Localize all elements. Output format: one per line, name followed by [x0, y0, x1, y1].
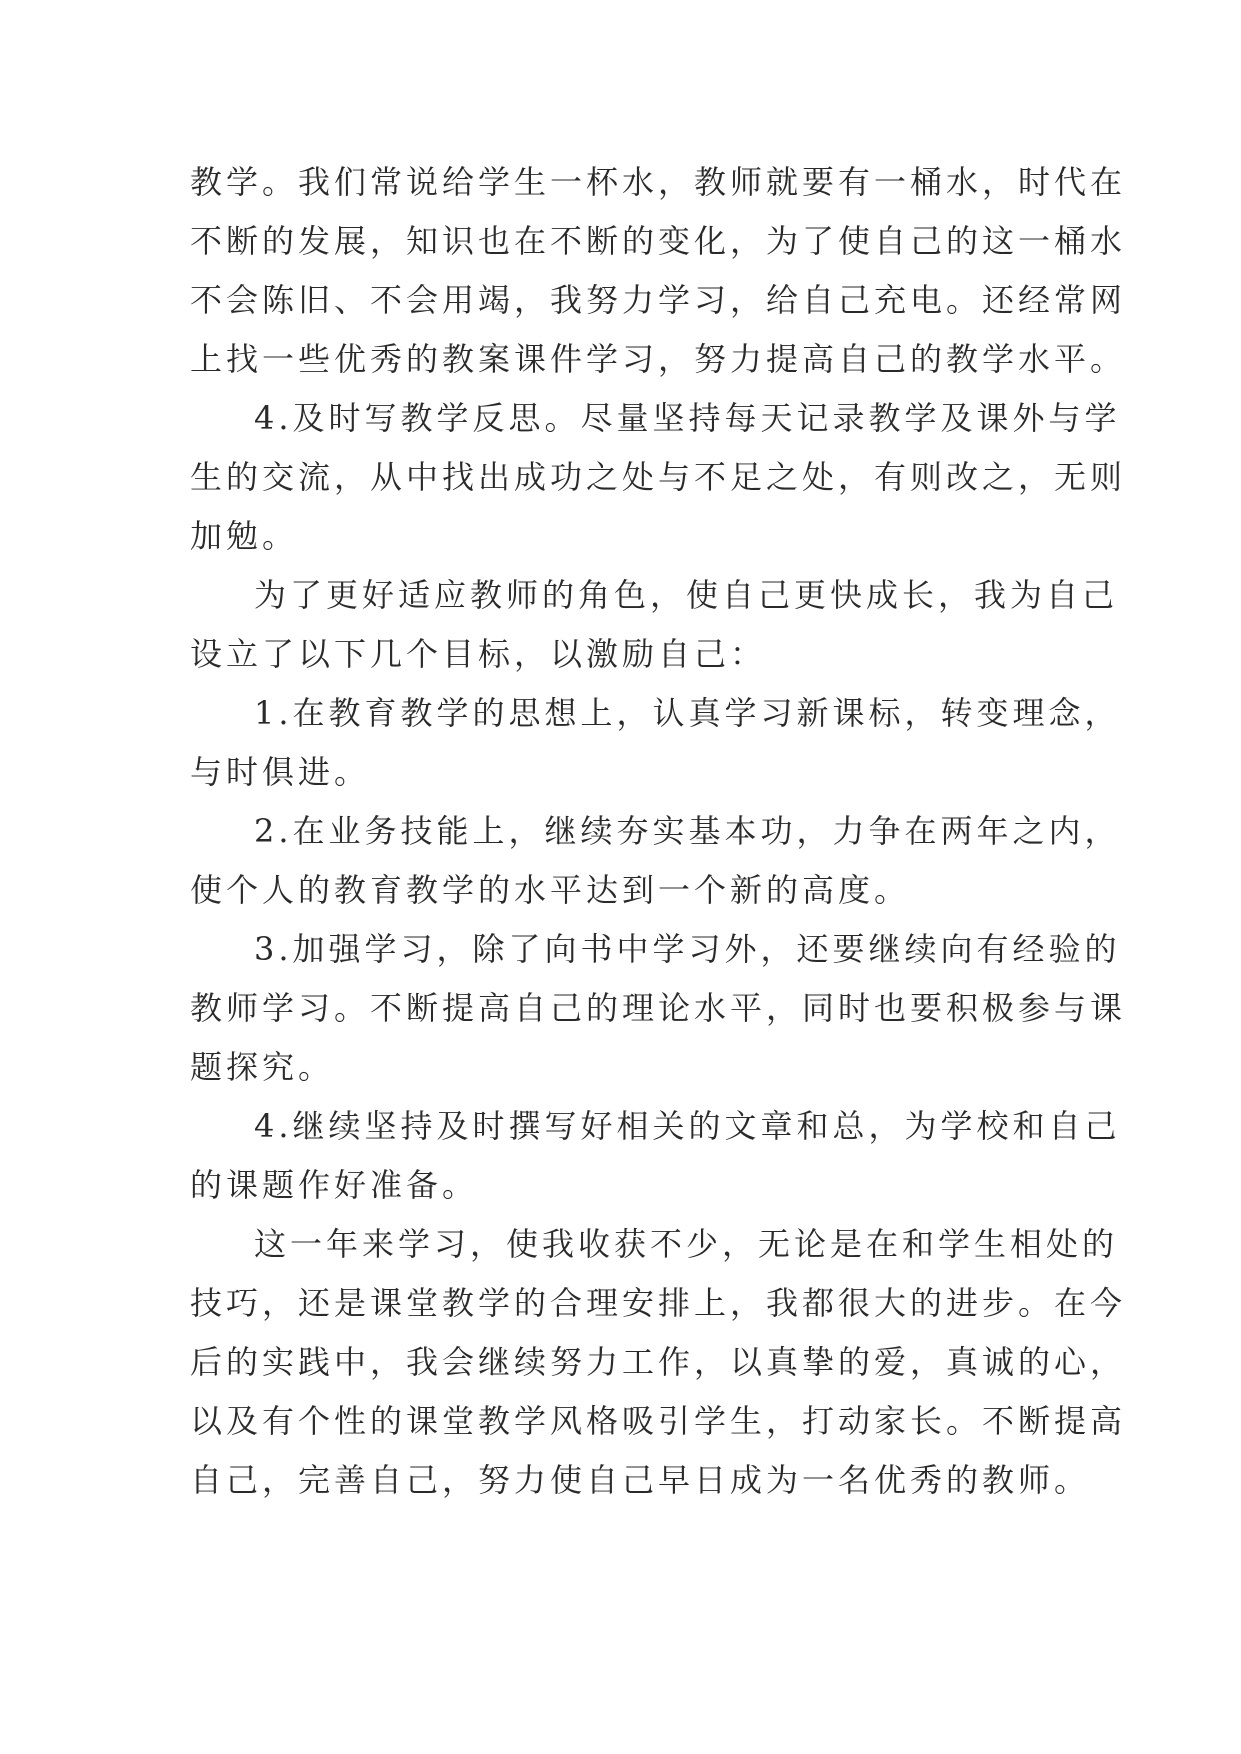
text-line: 教师学习。不断提高自己的理论水平，同时也要积极参与课	[190, 989, 1127, 1027]
document-body	[190, 153, 1127, 1510]
text-line: 3.加强学习，除了向书中学习外，还要继续向有经验的	[254, 930, 1121, 968]
text-line: 4.继续坚持及时撰写好相关的文章和总，为学校和自己	[254, 1107, 1121, 1145]
text-line: 上找一些优秀的教案课件学习，努力提高自己的教学水平。	[190, 340, 1127, 378]
text-line: 为了更好适应教师的角色，使自己更快成长，我为自己	[254, 576, 1119, 614]
text-line: 加勉。	[190, 517, 299, 555]
text-line: 2.在业务技能上，继续夯实基本功，力争在两年之内，	[254, 812, 1121, 850]
text-line: 题探究。	[190, 1048, 335, 1086]
text-line: 1.在教育教学的思想上，认真学习新课标，转变理念，	[254, 694, 1121, 732]
text-line: 教学。我们常说给学生一杯水，教师就要有一桶水，时代在	[190, 163, 1127, 201]
text-line: 不会陈旧、不会用竭，我努力学习，给自己充电。还经常网	[190, 281, 1127, 319]
text-line: 生的交流，从中找出成功之处与不足之处，有则改之，无则	[190, 458, 1127, 496]
text-line: 以及有个性的课堂教学风格吸引学生，打动家长。不断提高	[190, 1402, 1127, 1440]
text-line: 4.及时写教学反思。尽量坚持每天记录教学及课外与学	[254, 399, 1121, 437]
text-line: 这一年来学习，使我收获不少，无论是在和学生相处的	[254, 1225, 1119, 1263]
text-line: 与时俱进。	[190, 753, 371, 791]
text-line: 自己，完善自己，努力使自己早日成为一名优秀的教师。	[190, 1461, 1091, 1499]
text-line: 后的实践中，我会继续努力工作，以真挚的爱，真诚的心，	[190, 1343, 1127, 1381]
text-line: 使个人的教育教学的水平达到一个新的高度。	[190, 871, 911, 909]
text-line: 技巧，还是课堂教学的合理安排上，我都很大的进步。在今	[190, 1284, 1127, 1322]
text-line: 不断的发展，知识也在不断的变化，为了使自己的这一桶水	[190, 222, 1127, 260]
text-line: 设立了以下几个目标，以激励自己：	[190, 635, 767, 673]
text-line: 的课题作好准备。	[190, 1166, 479, 1204]
